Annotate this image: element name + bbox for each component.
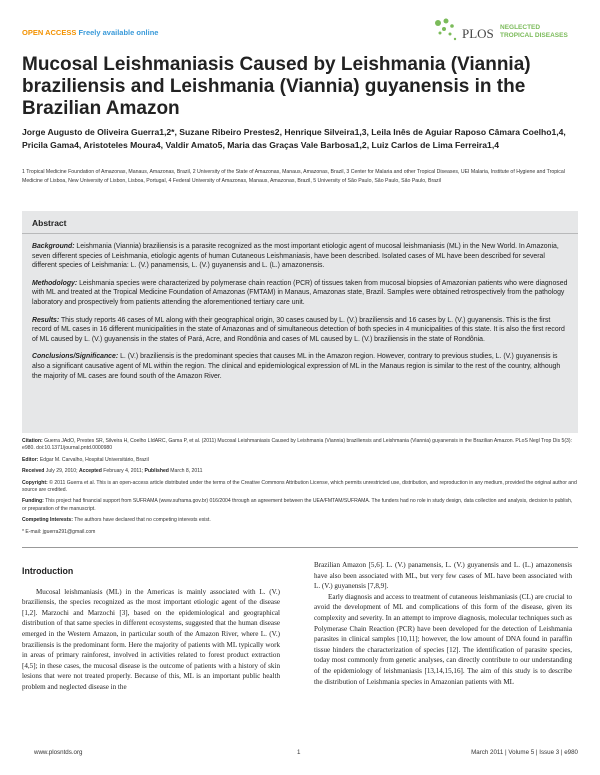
journal-logo — [428, 14, 578, 50]
ntd-line-2: TROPICAL DISEASES — [500, 32, 568, 39]
conclusions-label: Conclusions/Significance: — [32, 353, 119, 361]
abstract-heading: Abstract — [22, 211, 578, 234]
article-metadata — [22, 438, 578, 540]
accepted-date: February 4, 2011; — [101, 468, 145, 475]
competing-label: Competing Interests: — [22, 517, 73, 524]
editor-text: Edgar M. Carvalho, Hospital Universitário, Brazil — [38, 456, 149, 463]
copyright-label: Copyright: — [22, 479, 48, 486]
funding — [22, 498, 578, 513]
conclusions-text: L. (V.) braziliensis is the predominant species that causes ML in the Amazon region. However, contrary to previous studies, L. (V.) guyanensis is also a significant causative agent of ML within the region. The clinical and epidemiological expression of ML in the Manaus region is similar to the rest of the country, although the majority of ML cases are found south of the Amazon River. — [32, 353, 561, 380]
journal-url-link[interactable]: www.plosntds.org — [34, 749, 83, 756]
copyright-text: © 2011 Guerra et al. This is an open-access article distributed under the terms of the Creative Commons Attribution License, which permits unrestricted use, distribution, and reproduction in any medium, provided the original author and source are credited. — [22, 479, 577, 494]
citation — [22, 438, 578, 453]
copyright — [22, 480, 578, 495]
editor-label: Editor: — [22, 456, 39, 463]
abstract-results — [32, 316, 568, 345]
freely-available-label: Freely available online — [78, 28, 159, 37]
background-text: Leishmania (Viannia) braziliensis is a parasite recognized as the most important etiologic agent of mucosal leishmaniasis (ML) in the New World. In Amazonia, seven different species of Leishmania, etiologic agents of human Cutaneous Leishmaniasis, have been described. Isolated cases of ML have been described for several different species of Leishmania: L. (V.) panamensis, L. (V.) guyanensis and L. (L.) amazonensis. — [32, 243, 559, 270]
open-label: OPEN — [22, 28, 44, 37]
received-date: July 29, 2010; — [44, 468, 79, 475]
access-label: ACCESS — [45, 28, 77, 37]
published-date: March 8, 2011 — [168, 468, 203, 475]
affiliations: 1 Tropical Medicine Foundation of Amazonas, Manaus, Amazonas, Brazil, 2 University of the State of Amazonas, Manaus, Amazonas, Brazil, 3 Center for Malaria and other Tropical Diseases, UEI Malaria, Institute of Hygiene and Tropical Medicine of Lisboa, New University of Lisbon, Lisboa, Portugal, 4 Federal University of Amazonas, Manaus, Amazonas, Brazil, 5 University of São Paulo, São Paulo, São Paulo, Brazil — [22, 169, 565, 184]
results-label: Results: — [32, 316, 60, 324]
intro-paragraph-2: Early diagnosis and access to treatment of cutaneous leishmaniasis (CL) are crucial to avoid the development of ML and complications of this form of the disease, given its complexity and severity. In an attempt to improve diagnosis, molecular techniques such as Polymerase Chain Reaction (PCR) have been developed for the detection of Leishmania parasites in clinical samples [10,11]; however, the low amount of DNA found in paraffin tissue hinders the characterization of species [12]. The identification of parasite species, today most commonly from genetic analyses, can directly contribute to our understanding of the epidemiology of leishmaniasis [13,14,15,16]. The aim of this study is to describe the distribution of Leishmania species in Amazonian patients with ML — [314, 592, 572, 686]
funding-label: Funding: — [22, 498, 44, 505]
plos-wordmark: PLOS — [462, 26, 494, 41]
published-label: Published — [144, 468, 169, 475]
body-column-left — [22, 560, 280, 693]
body-column-right — [314, 560, 572, 687]
page-number: 1 — [297, 749, 301, 756]
article-title: Mucosal Leishmaniasis Caused by Leishmania (Viannia) braziliensis and Leishmania (Viannia) guyanensis in the Brazilian Amazon — [22, 54, 531, 119]
received-label: Received — [22, 468, 45, 475]
citation-text: Guerra JAdO, Prestes SR, Silveira H, Coelho LIdARC, Gama P, et al. (2011) Mucosal Leishmaniasis Caused by Leishmania (Viannia) braziliensis and Leishmania (Viannia) guyanensis in the Brazilian Amazon. PLoS Negl Trop Dis 5(3): e980. doi:10.1371/journal.pntd.0000980 — [22, 438, 573, 452]
introduction-heading: Introduction — [22, 566, 74, 576]
dates — [22, 468, 578, 475]
methodology-text: Leishmania species were characterized by polymerase chain reaction (PCR) of tissues taken from mucosal biopsies of Amazonian patients who were diagnosed with ML and treated at the Tropical Medicine Foundation of Amazonas (FMTAM) in Manaus, Amazonas state, Brazil. Samples were obtained retrospectively from the pathology laboratory and prospectively from patients attending the aforementioned tertiary care unit. — [32, 279, 568, 306]
author-list: Jorge Augusto de Oliveira Guerra1,2*, Suzane Ribeiro Prestes2, Henrique Silveira1,3, Leila Inês de Aguiar Raposo Câmara Coelho1,4, Pricila Gama4, Aristoteles Moura4, Valdir Amato5, Maria das Graças Vale Barbosa1,2, Luiz Carlos de Lima Ferreira1,4 — [22, 127, 566, 150]
abstract-methodology — [32, 279, 568, 308]
abstract-conclusions — [32, 352, 568, 381]
accepted-label: Accepted — [78, 468, 102, 475]
intro-paragraph-1: Mucosal leishmaniasis (ML) in the Americas is mainly associated with L. (V.) braziliensis, the species recognized as the most important etiologic agent of the disease [1,2]. Marzochi and Marzochi [3], based on the epidemiological and geographical distribution of that same species in different ecosystems, suggested that the human disease emerged in the Western Amazon, in particular south of the Amazon River, where L. (V.) braziliensis is the predominant form. Here the majority of patients with ML typically work in areas of primary rainforest, involved in activities related to forest product extraction [4,5]; in these cases, the mucosal disease is the outcome of patients with a history of skin lesions that were not treated properly. Because of this, ML is an important public health problem and neglected disease in the — [22, 587, 280, 691]
ntd-line-1: NEGLECTED — [500, 24, 541, 31]
methodology-label: Methodology: — [32, 279, 78, 287]
abstract-background — [32, 242, 568, 271]
funding-text: This project had financial support from SUFRAMA (www.suframa.gov.br) 016/2004 through an agreement between the UEA/FMTAM/SUFRAMA. The funders had no role in study design, data collection and analysis, decision to publish, or preparation of the manuscript. — [22, 498, 573, 512]
section-divider — [22, 547, 578, 548]
background-label: Background: — [32, 243, 75, 250]
abstract-box — [22, 211, 578, 433]
competing-text: The authors have declared that no competing interests exist. — [72, 517, 211, 524]
ntd-wordmark — [500, 24, 568, 40]
issue-info: March 2011 | Volume 5 | Issue 3 | e980 — [471, 749, 578, 756]
editor — [22, 457, 578, 464]
results-text: This study reports 46 cases of ML along with their geographical origin, 30 cases caused by L. (V.) braziliensis and 16 cases by L. (V.) guyanensis. This is the first record of ML cases in 16 different municipalities in the state of Amazonas and of simultaneous detection of both species in 4 municipalities of this state. It is also the first record of ML caused by L. (V.) guyanensis in the states of Pará, Acre, and Rondônia and cases of ML caused by L. (V.) braziliensis in the state of Rondônia. — [32, 316, 565, 343]
email: * E-mail: jguerra291@gmail.com — [22, 528, 96, 535]
competing-interests — [22, 517, 578, 524]
citation-label: Citation: — [22, 438, 43, 444]
open-access-banner — [22, 28, 158, 37]
logo-mark-icon — [428, 14, 458, 50]
intro-paragraph-continued: Brazilian Amazon [5,6]. L. (V.) panamensis, L. (V.) guyanensis and L. (L.) amazonensis have also been associated with ML, but very few cases of ML have been associated with L. (V.) guyanensis [7,8,9]. — [314, 561, 572, 591]
